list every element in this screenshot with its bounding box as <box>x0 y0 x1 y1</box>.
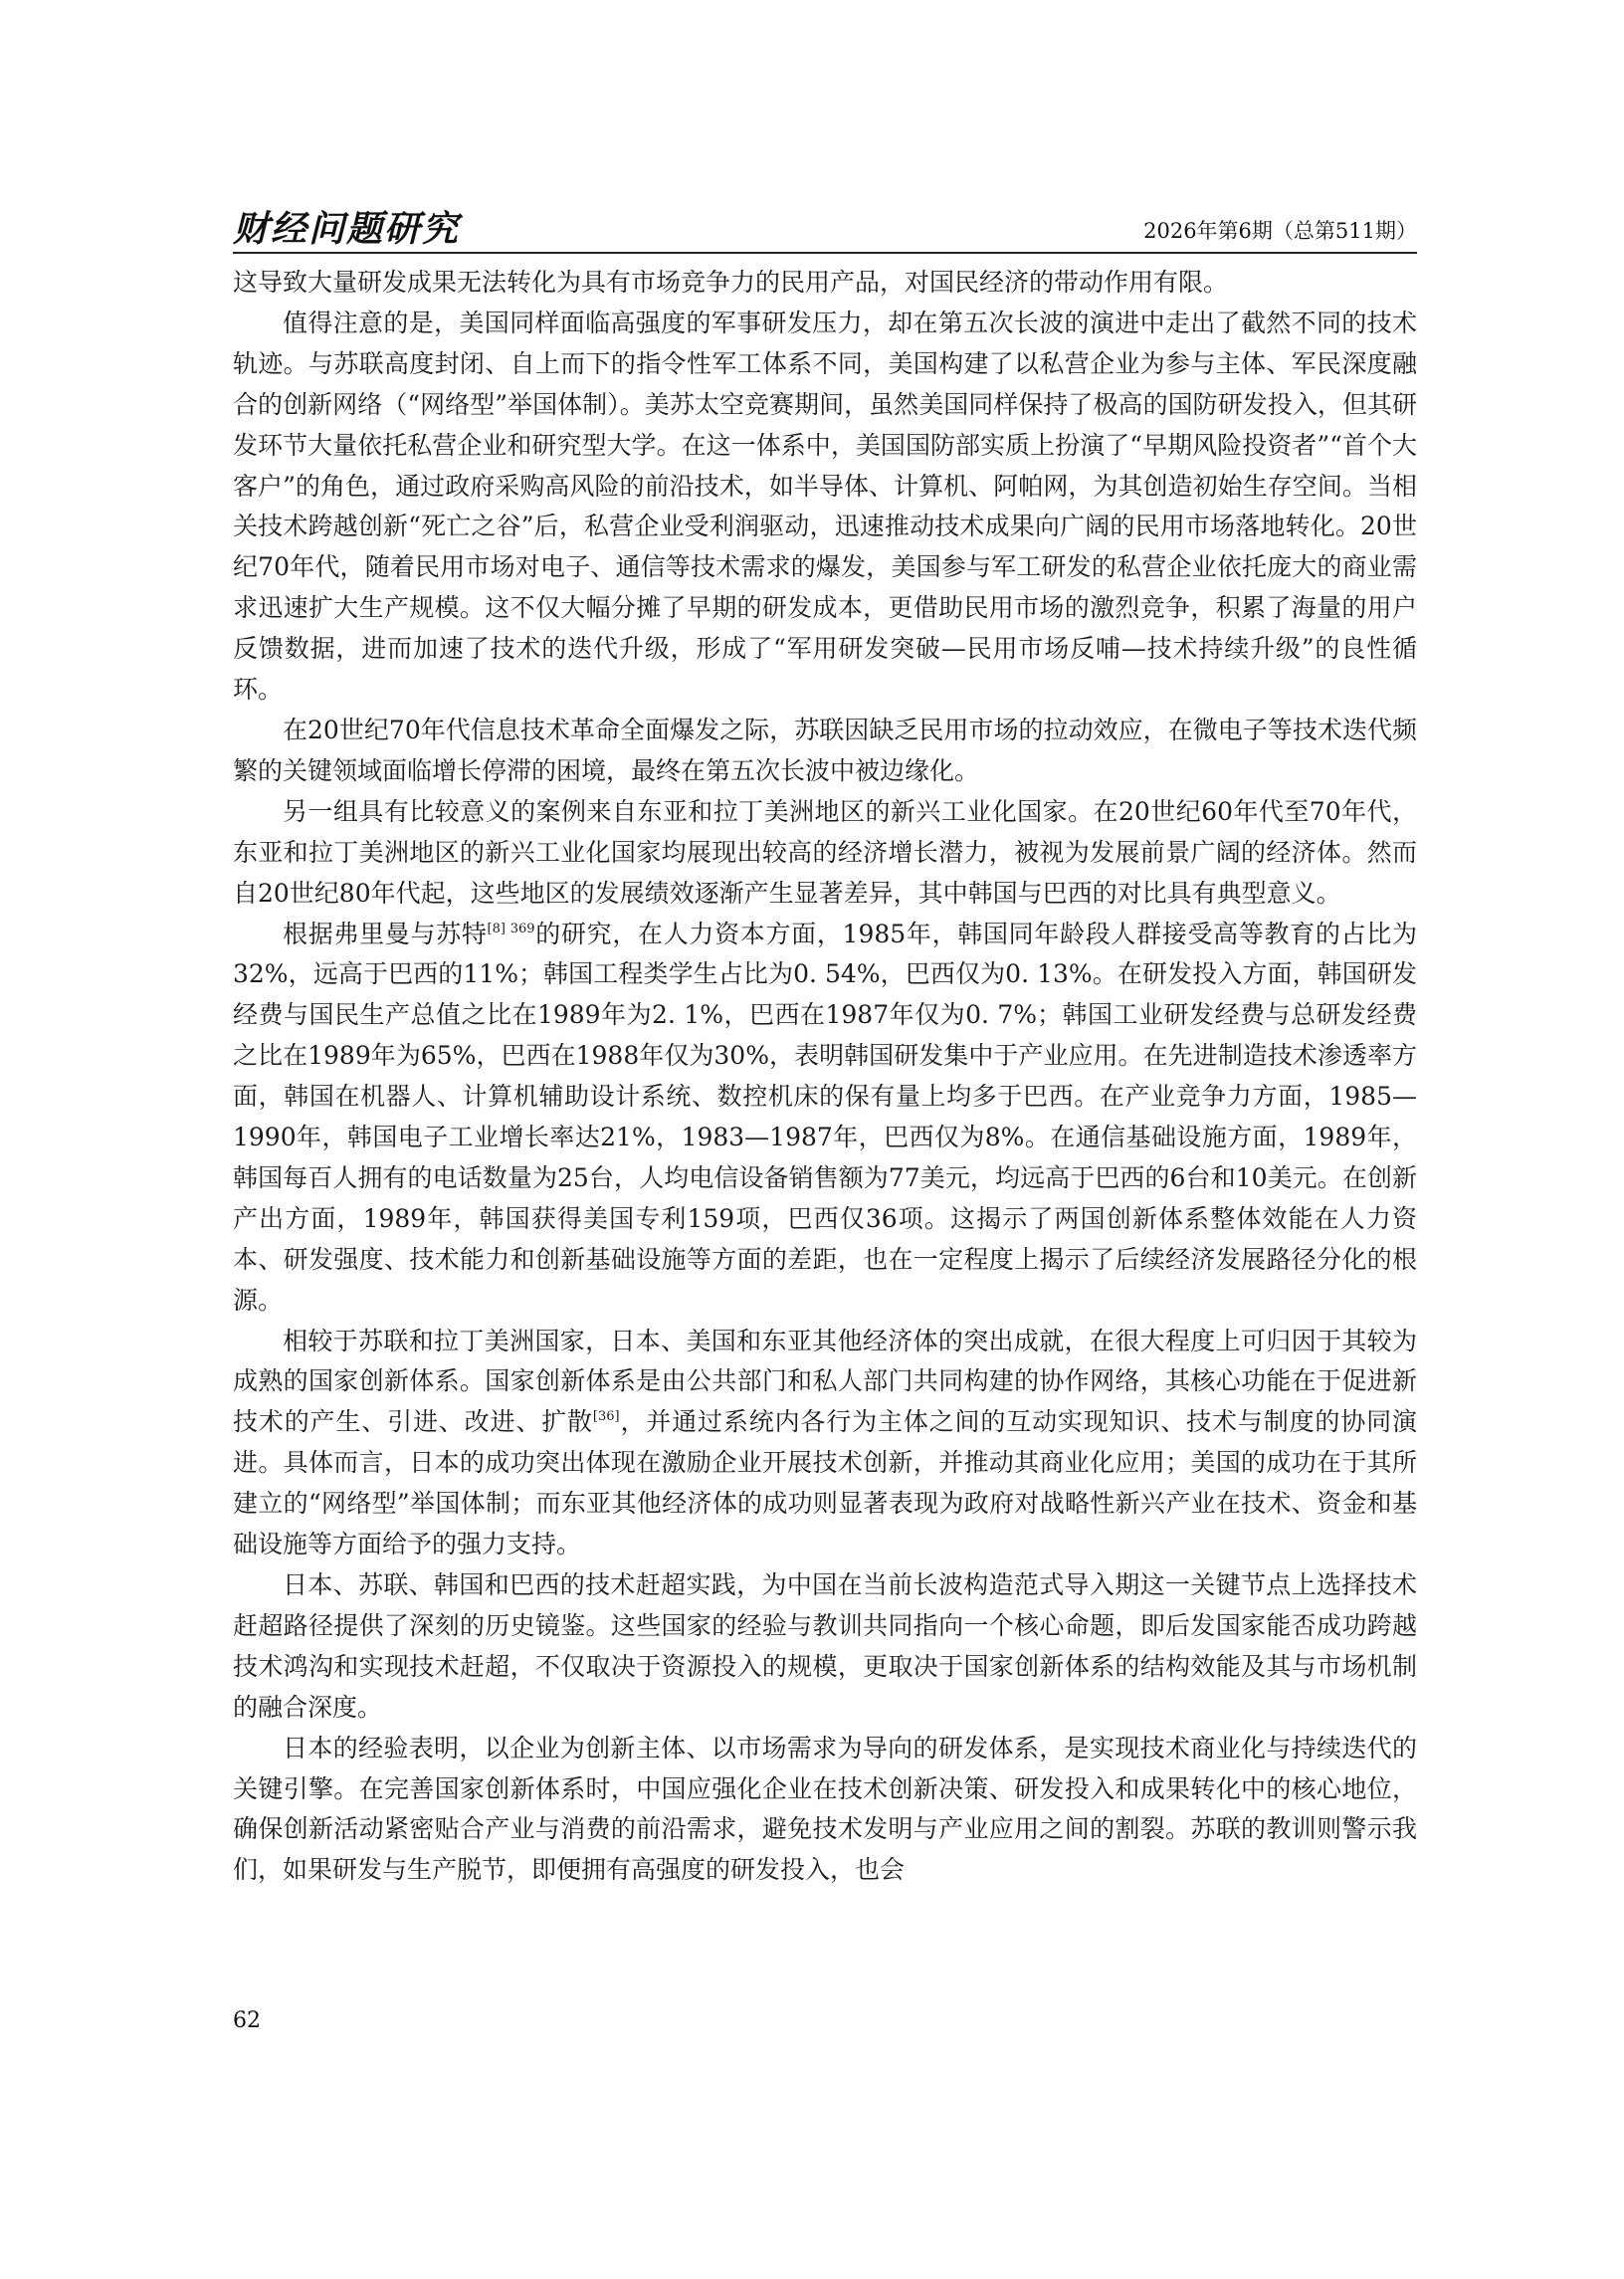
paragraph-continuation: 这导致大量研发成果无法转化为具有市场竞争力的民用产品，对国民经济的带动作用有限。 <box>233 268 1229 297</box>
article-body <box>233 263 1417 1891</box>
paragraph-text-segment: 根据弗里曼与苏特 <box>283 919 488 948</box>
paragraph-text-segment: 相较于苏联和拉丁美洲国家，日本、美国和东亚其他经济体的突出成就，在很大程度上可归因于其较为成熟的国家创新体系。国家创新体系是由公共部门和私人部门共同构建的协作网络，其核心功能在于促进新技术的产生、引进、改进、扩散 <box>233 1326 1417 1437</box>
paragraph-soviet-marginalization: 在20世纪70年代信息技术革命全面爆发之际，苏联因缺乏民用市场的拉动效应，在微电子等技术迭代频繁的关键领域面临增长停滞的困境，最终在第五次长波中被边缘化。 <box>233 715 1417 785</box>
citation-reference: [8] 369 <box>487 921 535 936</box>
page-number: 62 <box>233 2008 261 2033</box>
paragraph-historical-lessons: 日本、苏联、韩国和巴西的技术赶超实践，为中国在当前长波构造范式导入期这一关键节点上选择技术赶超路径提供了深刻的历史镜鉴。这些国家的经验与教训共同指向一个核心命题，即后发国家能否成功跨越技术鸿沟和实现技术赶超，不仅取决于资源投入的规模，更取决于国家创新体系的结构效能及其与市场机制的融合深度。 <box>233 1570 1417 1722</box>
issue-info: 2026年第6期（总第511期） <box>1143 219 1417 243</box>
paragraph-us-network-model: 值得注意的是，美国同样面临高强度的军事研发压力，却在第五次长波的演进中走出了截然不同的技术轨迹。与苏联高度封闭、自上而下的指令性军工体系不同，美国构建了以私营企业为参与主体、军民深度融合的创新网络（“网络型”举国体制）。美苏太空竞赛期间，虽然美国同样保持了极高的国防研发投入，但其研发环节大量依托私营企业和研究型大学。在这一体系中，美国国防部实质上扮演了“早期风险投资者”“首个大客户”的角色，通过政府采购高风险的前沿技术，如半导体、计算机、阿帕网，为其创造初始生存空间。当相关技术跨越创新“死亡之谷”后，私营企业受利润驱动，迅速推动技术成果向广阔的民用市场落地转化。20世纪70年代，随着民用市场对电子、通信等技术需求的爆发，美国参与军工研发的私营企业依托庞大的商业需求迅速扩大生产规模。这不仅大幅分摊了早期的研发成本，更借助民用市场的激烈竞争，积累了海量的用户反馈数据，进而加速了技术的迭代升级，形成了“军用研发突破—民用市场反哺—技术持续升级”的良性循环。 <box>233 308 1417 705</box>
paragraph-text-segment: ，并通过系统内各行为主体之间的互动实现知识、技术与制度的协同演进。具体而言，日本的成功突出体现在激励企业开展技术创新，并推动其商业化应用；美国的成功在于其所建立的“网络型”举国体制；而东亚其他经济体的成功则显著表现为政府对战略性新兴产业在技术、资金和基础设施等方面给予的强力支持。 <box>233 1407 1417 1559</box>
paragraph-japan-experience: 日本的经验表明，以企业为创新主体、以市场需求为导向的研发体系，是实现技术商业化与持续迭代的关键引擎。在完善国家创新体系时，中国应强化企业在技术创新决策、研发投入和成果转化中的核心地位，确保创新活动紧密贴合产业与消费的前沿需求，避免技术发明与产业应用之间的割裂。苏联的教训则警示我们，如果研发与生产脱节，即便拥有高强度的研发投入，也会 <box>233 1733 1417 1885</box>
paragraph-korea-brazil-comparison <box>233 915 1417 1322</box>
paragraph-text-segment: 的研究，在人力资本方面，1985年，韩国同年龄段人群接受高等教育的占比为32%，远高于巴西的11%；韩国工程类学生占比为0. 54%，巴西仅为0. 13%。在研发投入方面，韩国研发经费与国民生产总值之比在1989年为2. 1%，巴西在1987年仅为0. 7%；韩国工业研发经费与总研发经费之比在1989年为65%，巴西在1988年仅为30%，表明韩国研发集中于产业应用。在先进制造技术渗透率方面，韩国在机器人、计算机辅助设计系统、数控机床的保有量上均多于巴西。在产业竞争力方面，1985—1990年，韩国电子工业增长率达21%，1983—1987年，巴西仅为8%。在通信基础设施方面，1989年，韩国每百人拥有的电话数量为25台，人均电信设备销售额为77美元，均远高于巴西的6台和10美元。在创新产出方面，1989年，韩国获得美国专利159项，巴西仅36项。这揭示了两国创新体系整体效能在人力资本、研发强度、技术能力和创新基础设施等方面的差距，也在一定程度上揭示了后续经济发展路径分化的根源。 <box>233 919 1417 1315</box>
citation-reference: [36] <box>592 1409 620 1425</box>
paragraph-newly-industrialized-cases: 另一组具有比较意义的案例来自东亚和拉丁美洲地区的新兴工业化国家。在20世纪60年代至70年代，东亚和拉丁美洲地区的新兴工业化国家均展现出较高的经济增长潜力，被视为发展前景广阔的经济体。然而自20世纪80年代起，这些地区的发展绩效逐渐产生显著差异，其中韩国与巴西的对比具有典型意义。 <box>233 796 1417 908</box>
journal-logo: 财经问题研究 <box>233 208 461 250</box>
paragraph-national-innovation-system <box>233 1322 1417 1565</box>
header-divider <box>233 252 1417 254</box>
running-header <box>233 201 1417 251</box>
